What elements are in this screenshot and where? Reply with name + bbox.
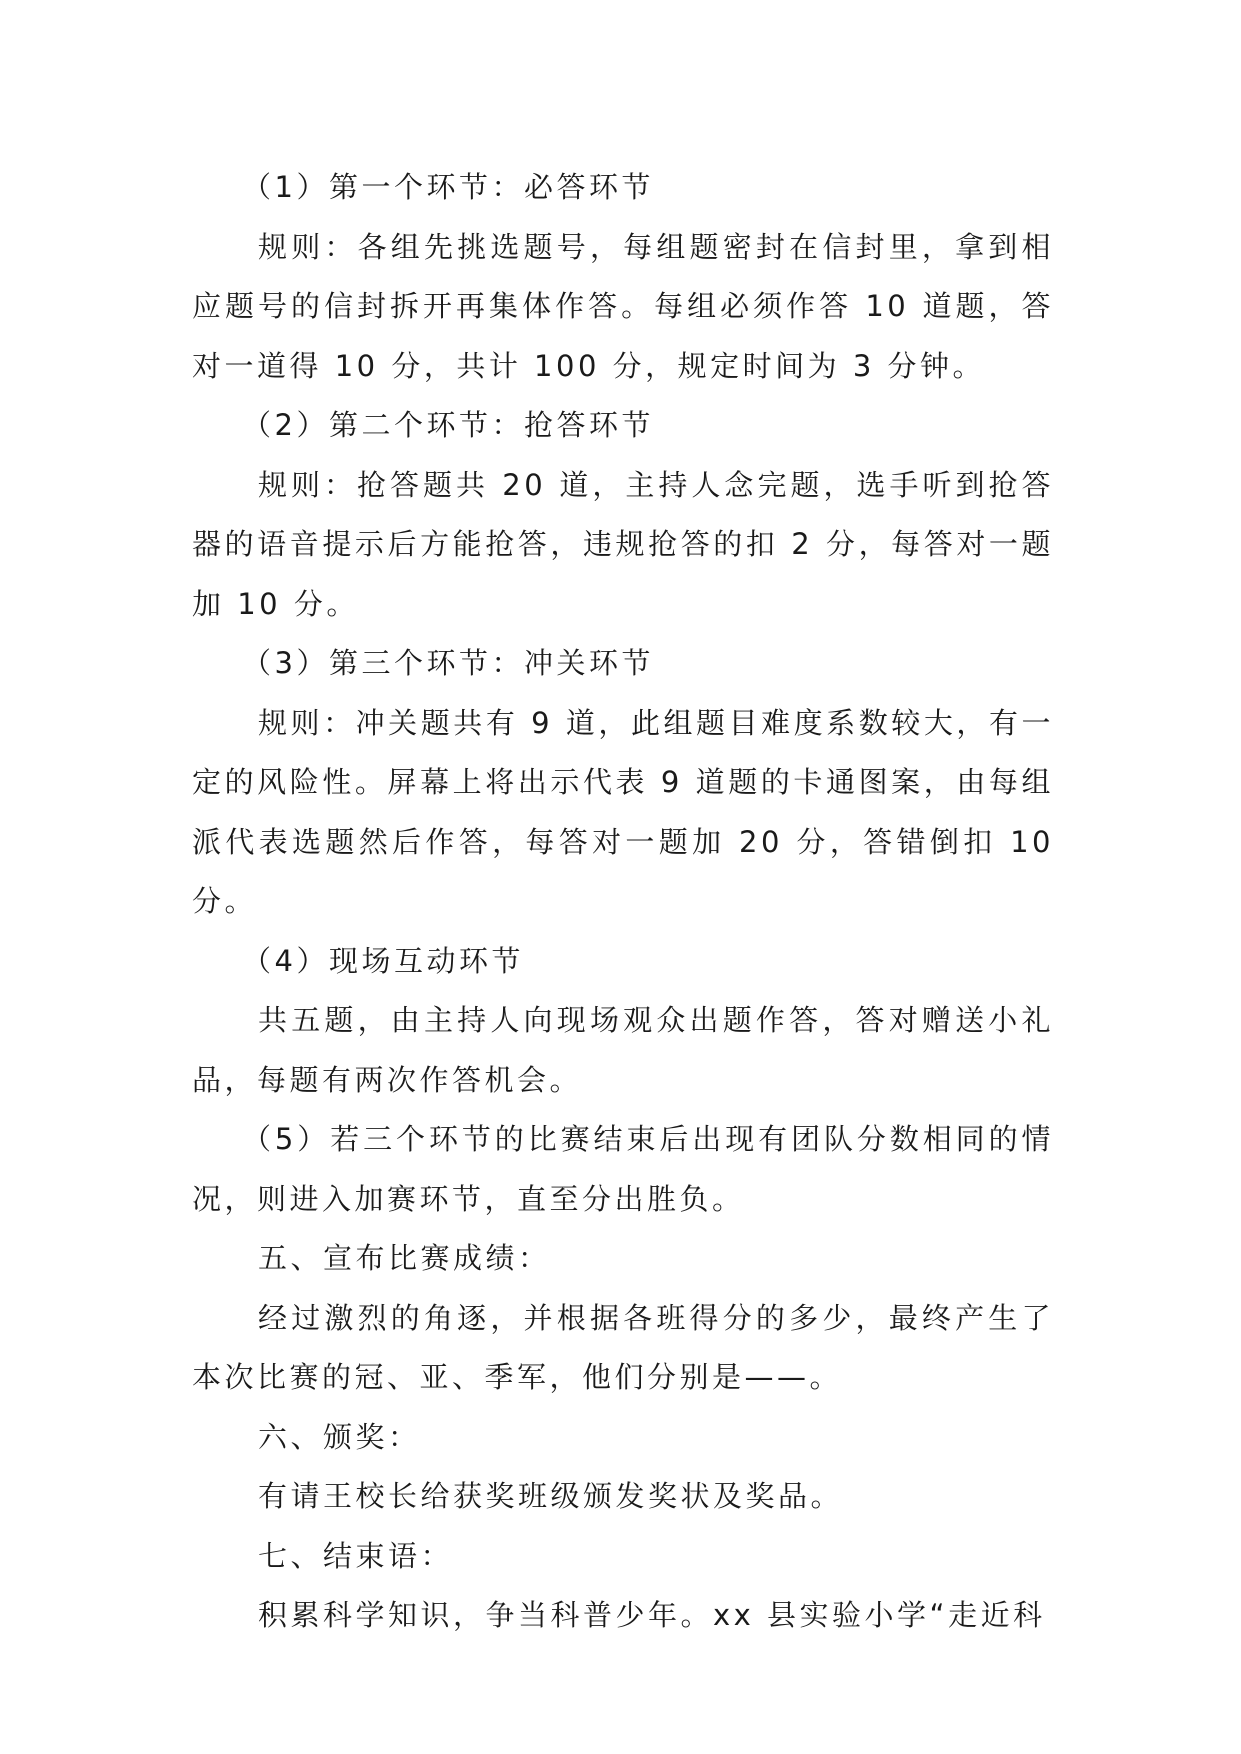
part-heading: 五、宣布比赛成绩： bbox=[258, 1241, 551, 1275]
section-rules: 规则：冲关题共有 9 道，此组题目难度系数较大，有一定的风险性。屏幕上将出示代表 9 道题的卡通图案，由每组派代表选题然后作答，每答对一题加 20 分，答错倒扣 10 分。 bbox=[192, 705, 1054, 918]
part-heading: 六、颁奖： bbox=[258, 1419, 421, 1454]
section-heading: （1）第一个环节：必答环节 bbox=[242, 170, 654, 204]
tiebreak-note: （5）若三个环节的比赛结束后出现有团队分数相同的情况，则进入加赛环节，直至分出胜负。 bbox=[192, 1122, 1054, 1216]
section-rules: 规则：各组先挑选题号，每组题密封在信封里，拿到相应题号的信封拆开再集体作答。每组必须作答 10 道题，答对一道得 10 分，共计 100 分，规定时间为 3 分钟。 bbox=[192, 229, 1054, 383]
document-body bbox=[192, 158, 1054, 1646]
section-heading: （3）第三个环节：冲关环节 bbox=[242, 646, 654, 680]
section-rules: 规则：抢答题共 20 道，主持人念完题，选手听到抢答器的语音提示后方能抢答，违规抢答的扣 2 分，每答对一题加 10 分。 bbox=[192, 467, 1054, 621]
part-text: 经过激烈的角逐，并根据各班得分的多少，最终产生了本次比赛的冠、亚、季军，他们分别是——。 bbox=[192, 1300, 1054, 1394]
part-heading: 七、结束语： bbox=[258, 1538, 454, 1573]
section-heading: （4）现场互动环节 bbox=[242, 943, 524, 978]
section-heading: （2）第二个环节：抢答环节 bbox=[242, 408, 654, 442]
part-text: 积累科学知识，争当科普少年。xx 县实验小学“走近科 bbox=[258, 1598, 1046, 1632]
section-rules: 共五题，由主持人向现场观众出题作答，答对赠送小礼品，每题有两次作答机会。 bbox=[192, 1003, 1054, 1097]
part-text: 有请王校长给获奖班级颁发奖状及奖品。 bbox=[258, 1479, 844, 1513]
